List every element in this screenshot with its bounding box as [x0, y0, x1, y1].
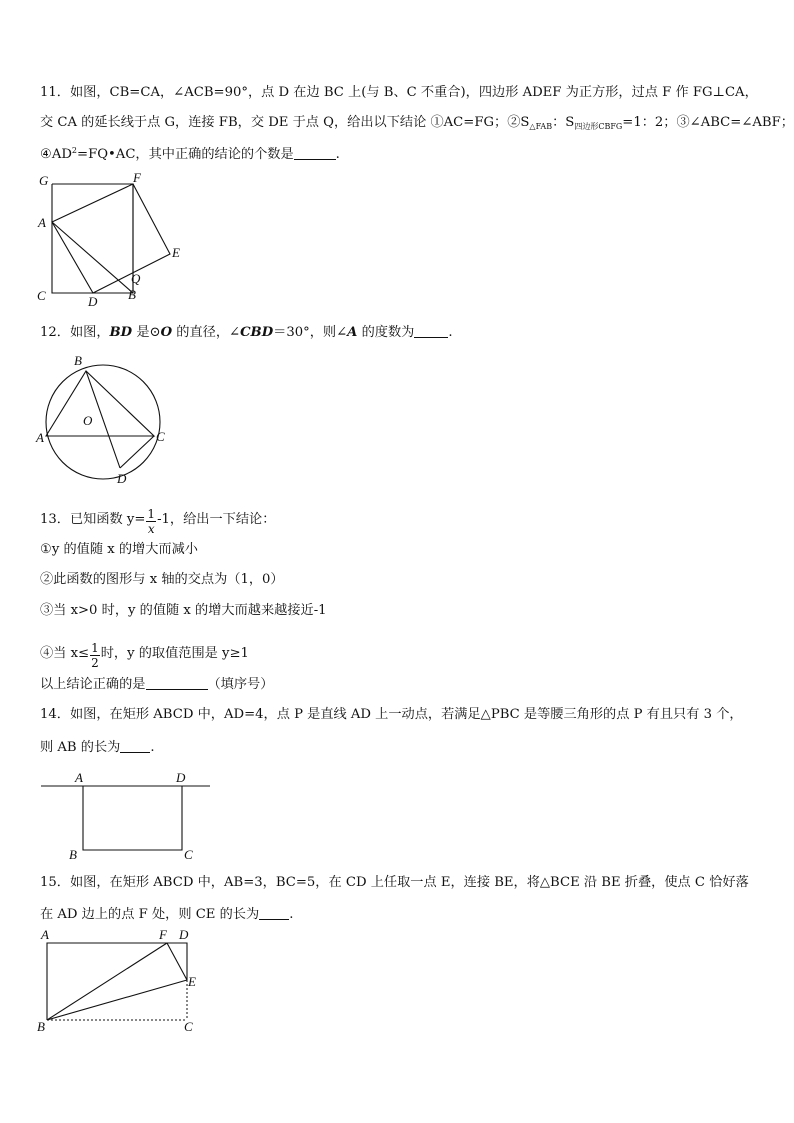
q15-label-E: E	[188, 974, 196, 989]
q15-label-F: F	[159, 927, 167, 942]
q11-line2: 交 CA 的延长线于点 G，连接 FB，交 DE 于点 Q，给出以下结论 ①AC=FG；$②S_{\triangle FAB}$：$S_{四边形CBFG}=1$：2；③∠ABC=∠ABF；	[40, 115, 794, 131]
q14-label-A: A	[75, 770, 83, 785]
answer-blank[interactable]	[414, 325, 448, 338]
q12-figure	[30, 350, 175, 490]
q15-label-D: D	[179, 927, 189, 942]
q15-line2: 在 AD 边上的点 F 处，则 CE 的长为 .	[40, 907, 294, 922]
q12-label-O: O	[83, 413, 93, 428]
q13-fraction: $\frac{1}{x}$	[147, 507, 156, 536]
q15-segment-BF	[47, 943, 167, 1020]
q15-figure	[35, 925, 210, 1035]
q13-conclusion-2: ②此函数的图形与 x 轴的交点为（1，0）	[40, 572, 284, 587]
q11-label-G: G	[39, 173, 49, 188]
q15-segment-FE	[167, 943, 187, 980]
q14-line2: 则 AB 的长为 .	[40, 740, 155, 755]
q14-rect-ABCD	[83, 786, 182, 850]
q11-label-F: F	[133, 170, 141, 185]
q14-label-C: C	[184, 847, 193, 862]
q12-circle	[46, 365, 160, 479]
q12-label-A: A	[36, 430, 44, 445]
q11-figure	[30, 170, 190, 310]
q13-conclusion-4: ④当 x≤ $\frac{1}{2}$ 时，y 的取值范围是 y≥1	[40, 641, 249, 670]
q11-label-Q: Q	[131, 271, 141, 286]
answer-blank[interactable]	[294, 147, 336, 160]
answer-blank[interactable]	[146, 677, 208, 690]
q12-label-C: C	[156, 429, 165, 444]
q11-label-A: A	[38, 215, 46, 230]
answer-blank[interactable]	[120, 740, 150, 753]
answer-blank[interactable]	[259, 907, 289, 920]
q12-label-D: D	[117, 471, 127, 486]
q15-line1: 15．如图，在矩形 ABCD 中，AB=3，BC=5，在 CD 上任取一点 E，连接 BE，将△BCE 沿 BE 折叠，使点 C 恰好落	[40, 875, 749, 890]
q12-triangle-ABC	[46, 371, 154, 436]
q11-label-C: C	[37, 288, 46, 303]
q12-line: 12．如图，BD 是⊙O 的直径，∠CBD＝30°，则∠A 的度数为 .	[40, 325, 453, 340]
q12-label-B: B	[74, 353, 82, 368]
q14-label-D: D	[176, 770, 186, 785]
q11-line3: $④AD^2=FQ•AC$，其中正确的结论的个数是 .	[40, 146, 340, 162]
q15-label-C: C	[184, 1019, 193, 1034]
q11-segment-AB	[52, 222, 133, 293]
q13-conclusion-3: ③当 x>0 时，y 的值随 x 的增大而越来越接近-1	[40, 603, 327, 618]
q14-line1: 14．如图，在矩形 ABCD 中，AD=4，点 P 是直线 AD 上一动点，若满足△PBC 是等腰三角形的点 P 有且只有 3 个，	[40, 707, 743, 722]
q15-segment-BE	[47, 980, 187, 1020]
q11-label-B: B	[128, 287, 136, 302]
q15-label-A: A	[41, 927, 49, 942]
q13-answer-line: 以上结论正确的是 （填序号）	[40, 677, 274, 692]
q15-label-B: B	[37, 1019, 45, 1034]
q11-square-ADEF	[52, 184, 170, 293]
q11-label-E: E	[172, 245, 180, 260]
q13-fraction-half: $\frac{1}{2}$	[91, 641, 99, 670]
q11-line1: 11．如图，CB=CA，∠ACB=90°，点 D 在边 BC 上(与 B、C 不重合)，四边形 ADEF 为正方形，过点 F 作 FG⊥CA，	[40, 85, 758, 100]
q15-rect-ABCD	[47, 943, 187, 1020]
q11-label-D: D	[88, 294, 98, 309]
q11-rect-GCBF	[52, 184, 133, 293]
q13-conclusion-1: ①y 的值随 x 的增大而减小	[40, 542, 198, 557]
q14-figure	[35, 768, 215, 863]
q14-label-B: B	[69, 847, 77, 862]
q13-stem: 13．已知函数 y= $\frac{1}{x}$ -1，给出一下结论：	[40, 507, 276, 536]
q12-chord-CD	[120, 436, 154, 468]
